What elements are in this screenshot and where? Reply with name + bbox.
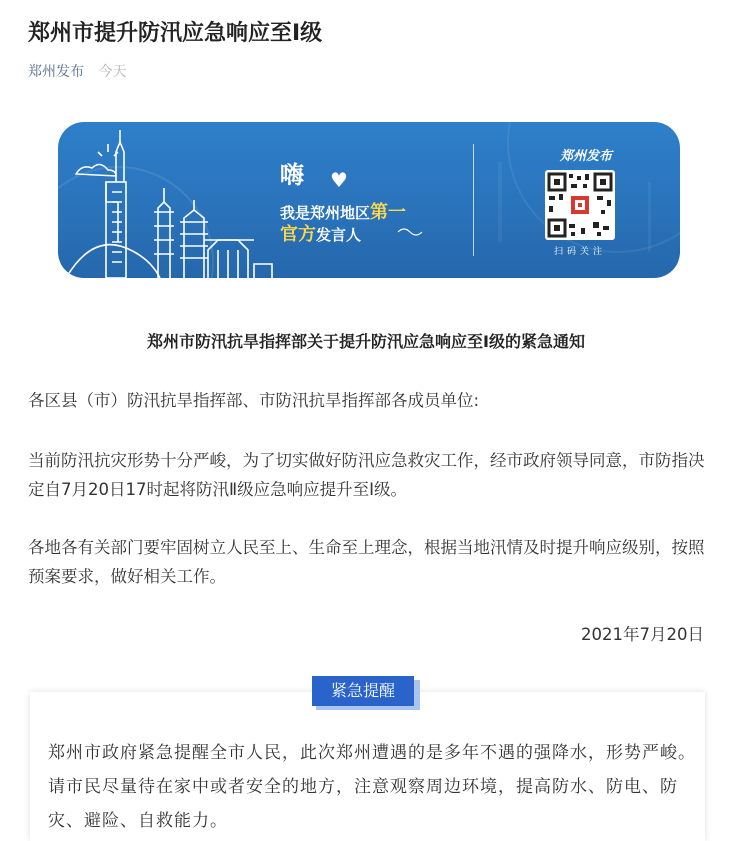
alert-tag: 紧急提醒 xyxy=(312,676,414,706)
alert-text: 郑州市政府紧急提醒全市人民，此次郑州遭遇的是多年不遇的强降水，形势严峻。请市民尽量待在家中或者安全的地方，注意观察周边环境，提高防水、防电、防灾、避险、自救能力。 xyxy=(48,743,696,831)
article-title: 郑州市提升防汛应急响应至Ⅰ级 xyxy=(28,21,323,46)
account-name-link[interactable]: 郑州发布 xyxy=(28,64,84,80)
account-logo: 郑州发布 xyxy=(559,149,612,164)
publish-date: 今天 xyxy=(98,64,127,80)
banner-divider xyxy=(473,144,474,256)
banner-slogan-line2: 官方发言人 xyxy=(280,224,362,245)
qr-code-icon xyxy=(545,170,615,240)
banner-image xyxy=(58,122,680,278)
article-meta xyxy=(28,62,126,82)
heart-icon: ♥ xyxy=(330,168,348,192)
banner-greeting: 嗨 xyxy=(280,161,304,189)
qr-code[interactable] xyxy=(545,170,615,240)
notice-date: 2021年7月20日 xyxy=(581,625,704,644)
notice-salutation: 各区县（市）防汛抗旱指挥部、市防汛抗旱指挥部各成员单位: xyxy=(28,391,480,410)
scan-follow-label: 扫码关注 xyxy=(553,247,606,257)
notice-paragraph-2: 各地各有关部门要牢固树立人民至上、生命至上理念，根据当地汛情及时提升响应级别，按照预案要求，做好相关工作。 xyxy=(28,538,705,586)
notice-paragraph-1: 当前防汛抗灾形势十分严峻，为了切实做好防汛应急救灾工作，经市政府领导同意，市防指决定自7月20日17时起将防汛Ⅱ级应急响应提升至Ⅰ级。 xyxy=(28,451,705,499)
banner-slogan-line1: 我是郑州地区第一 xyxy=(280,202,407,223)
notice-heading: 郑州市防汛抗旱指挥部关于提升防汛应急响应至Ⅰ级的紧急通知 xyxy=(147,332,585,351)
